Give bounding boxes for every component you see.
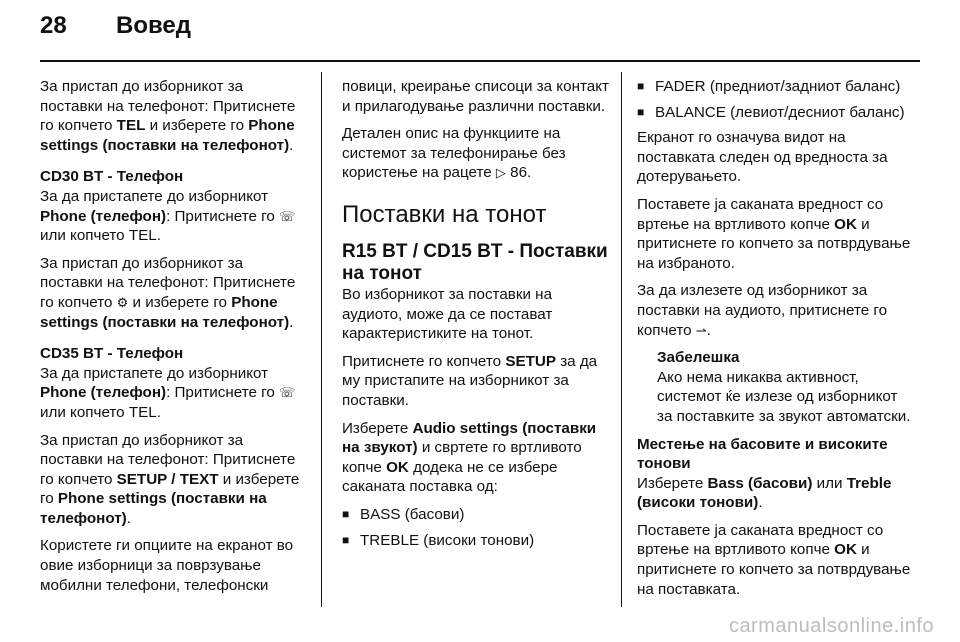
col2-paragraph-3: Во изборникот за поставки на аудиото, може да се постават карактеристиките на тонот. — [342, 285, 553, 343]
col1-paragraph-5: За пристап до изборникот за поставки на телефонот: Притиснете го копчето SETUP / TEXT и изберете го Phone settings (поставки на телефонот). — [40, 431, 300, 527]
list-item: ■ BASS (басови) — [342, 505, 465, 523]
list-item: ■ TREBLE (високи тонови) — [342, 531, 535, 549]
column-separator-2 — [621, 72, 622, 607]
note-heading: Забелешка — [657, 349, 740, 367]
phone-icon: ☏ — [279, 208, 296, 224]
note-box — [657, 348, 917, 426]
note-text: Ако нема никаква активност, системот ќе излезе од изборникот за поставките за звукот автоматски. — [657, 368, 911, 425]
bullet-square-icon: ■ — [637, 104, 645, 119]
col1-paragraph-6: Користете ги опциите на екранот во овие изборници за поврзување мобилни телефони, телефонски — [40, 537, 294, 594]
col1-paragraph-3: За пристап до изборникот за поставки на телефонот: Притиснете го копчето ⚙ и изберете го Phone settings (поставки на телефонот). — [40, 254, 296, 331]
bullet-square-icon: ■ — [342, 532, 350, 547]
col2-paragraph-4: Притиснете го копчето SETUP за да му пристапите на изборникот за поставки. — [342, 352, 598, 409]
col3-paragraph-4: Изберете Bass (басови) или Treble (високи тонови). — [637, 474, 892, 512]
col3-paragraph-3: За да излезете од изборникот за поставки на аудиото, притиснете го копчето ⇀. — [637, 282, 888, 339]
list-item: ■ BALANCE (левиот/десниот баланс) — [637, 103, 905, 121]
column-1 — [40, 77, 308, 603]
col3-paragraph-5: Поставете ја саканата вредност со вртење на вртливото копче OK и притиснете го копчето за потврдување на поставката. — [637, 521, 911, 598]
col2-paragraph-1: повици, креирање списоци за контакт и прилагодување различни поставки. — [342, 78, 609, 115]
section-heading: Поставки на тонот — [342, 200, 547, 228]
page-header — [40, 12, 191, 52]
cd35-heading: CD35 BT - Телефон — [40, 345, 184, 363]
back-arrow-icon: ⇀ — [695, 322, 707, 338]
watermark: carmanualsonline.info — [728, 615, 934, 637]
list-item: ■ FADER (предниот/задниот баланс) — [637, 78, 901, 95]
column-2 — [342, 77, 610, 556]
page-reference-arrow-icon: ▷ — [495, 165, 506, 181]
cd30-heading: CD30 BT - Телефон — [40, 168, 184, 186]
page-title: Вовед — [116, 12, 192, 39]
col3-paragraph-1: Екранот го означува видот на поставката следен од вредноста за дотерувањето. — [637, 129, 888, 186]
settings-icon: ⚙ — [116, 294, 129, 310]
column-3 — [637, 77, 917, 607]
bullet-square-icon: ■ — [342, 506, 350, 521]
subsection-heading: R15 BT / CD15 BT - Поставки на тонот — [342, 240, 608, 284]
col1-paragraph-2: За да пристапете до изборникот Phone (телефон): Притиснете го ☏ или копчето TEL. — [40, 187, 296, 245]
col2-paragraph-2: Детален опис на функциите на системот за телефонирање без користење на рацете ▷ 86. — [342, 125, 566, 182]
bullet-square-icon: ■ — [637, 79, 645, 93]
bass-treble-heading: Местење на басовите и високите тонови — [637, 435, 888, 473]
col1-paragraph-1: За пристап до изборникот за поставки на телефонот: Притиснете го копчето TEL и изберете го Phone settings (поставки на телефонот). — [40, 78, 296, 154]
page-number: 28 — [40, 12, 67, 39]
header-rule — [40, 60, 920, 62]
phone-icon: ☏ — [279, 385, 296, 401]
column-separator-1 — [321, 72, 322, 607]
col2-paragraph-5: Изберете Audio settings (поставки на звукот) и свртете го вртливото копче OK додека не се избере саканата поставка од: — [342, 419, 597, 496]
col3-paragraph-2: Поставете ја саканата вредност со вртење на вртливото копче OK и притиснете го копчето за потврдување на избраното. — [637, 195, 911, 272]
col1-paragraph-4: За да пристапете до изборникот Phone (телефон): Притиснете го ☏ или копчето TEL. — [40, 364, 296, 421]
